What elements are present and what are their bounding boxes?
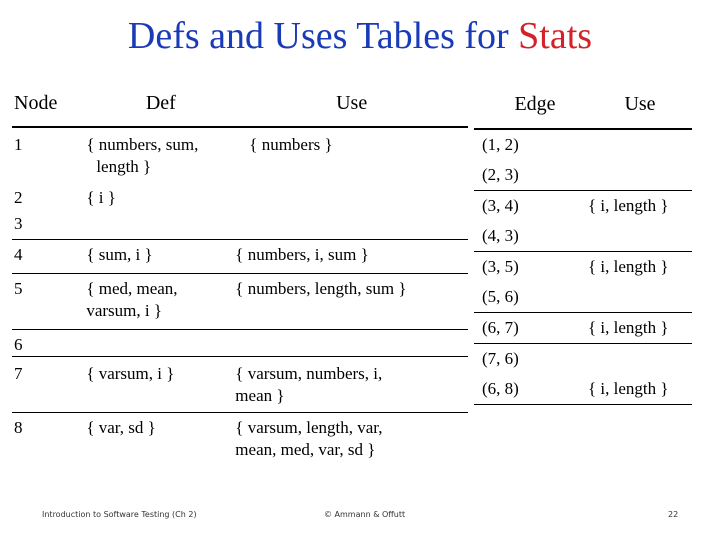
table-row (12, 127, 468, 187)
def-line: { i } (86, 188, 116, 207)
use-cell (235, 273, 468, 329)
def-line: varsum, i } (86, 300, 162, 320)
use-line: { numbers } (249, 135, 333, 154)
use-cell (235, 127, 468, 187)
table-row (474, 374, 692, 405)
edge-use-cell (588, 344, 692, 375)
table-row (12, 412, 468, 466)
def-line: { var, sd } (86, 417, 156, 437)
table-row (474, 313, 692, 344)
edge-use-cell (588, 160, 692, 191)
use-cell (235, 412, 468, 466)
table-row (12, 187, 468, 213)
edge-uses-table (474, 80, 692, 405)
use-cell (235, 187, 468, 213)
header-def: Def (145, 92, 176, 114)
table-header-row (474, 80, 692, 129)
table-row (12, 213, 468, 239)
node-cell: 7 (14, 363, 23, 383)
node-cell: 5 (14, 278, 23, 298)
def-cell (86, 213, 235, 239)
edge-cell: (5, 6) (482, 287, 519, 306)
slide-title (0, 14, 720, 58)
header-node: Node (14, 92, 58, 114)
edge-use-cell: { i, length } (588, 196, 669, 215)
table-row (474, 221, 692, 252)
table-row (12, 273, 468, 329)
table-row (474, 344, 692, 375)
use-line: { numbers, i, sum } (235, 244, 369, 264)
node-cell: 2 (14, 188, 23, 207)
header-edge-use: Use (624, 93, 656, 115)
use-cell (235, 356, 468, 412)
def-line: { varsum, i } (86, 363, 175, 383)
def-cell (86, 239, 235, 273)
edge-use-cell (588, 282, 692, 313)
edge-use-cell: { i, length } (588, 379, 669, 398)
edge-cell: (3, 4) (482, 196, 519, 215)
edge-use-cell: { i, length } (588, 257, 669, 276)
table-row (474, 282, 692, 313)
use-line: { numbers, length, sum } (235, 278, 407, 298)
edge-cell: (7, 6) (482, 349, 519, 368)
use-line: { varsum, numbers, i, (235, 363, 383, 383)
edge-use-cell (588, 129, 692, 160)
table-row (474, 160, 692, 191)
edge-cell: (6, 8) (482, 379, 519, 398)
title-main: Defs and Uses Tables for (127, 15, 519, 57)
use-line: mean } (235, 385, 285, 405)
footer-page-number: 22 (668, 510, 679, 519)
footer-copyright: © Ammann & Offutt (324, 510, 406, 519)
node-cell: 1 (14, 135, 23, 154)
table-row (12, 239, 468, 273)
def-cell (86, 187, 235, 213)
def-cell (86, 412, 235, 466)
def-line: { numbers, sum, (86, 135, 199, 154)
use-cell (235, 329, 468, 356)
table-header-row (12, 80, 468, 127)
edge-cell: (2, 3) (482, 165, 519, 184)
def-cell (86, 127, 235, 187)
node-cell: 3 (14, 214, 23, 233)
use-cell (235, 239, 468, 273)
edge-use-cell (588, 221, 692, 252)
def-cell (86, 329, 235, 356)
def-line: { sum, i } (86, 244, 153, 264)
table-row (12, 356, 468, 412)
use-line: { varsum, length, var, (235, 417, 383, 437)
def-cell (86, 356, 235, 412)
table-row (474, 252, 692, 283)
edge-cell: (3, 5) (482, 257, 519, 276)
table-row (12, 329, 468, 356)
node-defs-uses-table (12, 80, 468, 466)
table-row (474, 191, 692, 222)
def-line: { med, mean, (86, 278, 178, 298)
use-cell (235, 213, 468, 239)
table-row (474, 129, 692, 160)
edge-cell: (6, 7) (482, 318, 519, 337)
def-cell (86, 273, 235, 329)
def-line: length } (96, 157, 152, 176)
header-edge: Edge (514, 93, 556, 115)
header-use: Use (336, 92, 368, 114)
edge-use-cell: { i, length } (588, 318, 669, 337)
node-cell: 6 (14, 334, 23, 354)
node-cell: 8 (14, 417, 23, 437)
footer-course: Introduction to Software Testing (Ch 2) (42, 510, 197, 519)
title-accent: Stats (518, 15, 593, 57)
node-cell: 4 (14, 244, 23, 264)
edge-cell: (1, 2) (482, 135, 519, 154)
edge-cell: (4, 3) (482, 226, 519, 245)
use-line: mean, med, var, sd } (235, 439, 376, 459)
